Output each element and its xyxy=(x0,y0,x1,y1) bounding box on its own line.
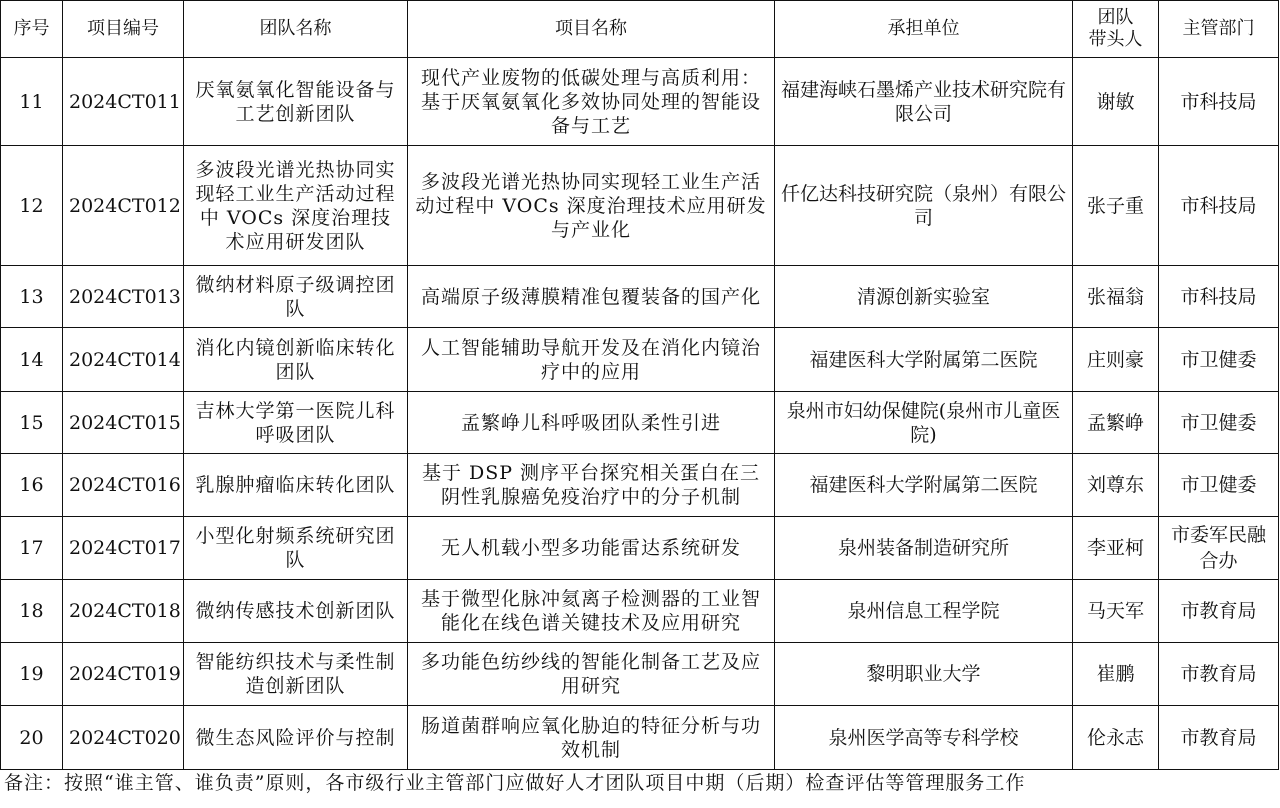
header-dept: 主管部门 xyxy=(1159,1,1279,58)
cell-seq: 18 xyxy=(1,580,63,643)
cell-leader: 张福翁 xyxy=(1073,266,1159,328)
table-row xyxy=(1,706,1279,770)
header-row xyxy=(1,1,1279,58)
table-row xyxy=(1,643,1279,706)
cell-dept: 市卫健委 xyxy=(1159,328,1279,392)
cell-code: 2024CT016 xyxy=(63,454,184,517)
cell-project: 人工智能辅助导航开发及在消化内镜治疗中的应用 xyxy=(408,328,775,392)
header-seq: 序号 xyxy=(1,1,63,58)
cell-team: 厌氧氨氧化智能设备与工艺创新团队 xyxy=(184,58,408,146)
table-row xyxy=(1,454,1279,517)
table-row xyxy=(1,58,1279,146)
cell-leader: 马天军 xyxy=(1073,580,1159,643)
cell-seq: 17 xyxy=(1,517,63,580)
header-unit: 承担单位 xyxy=(775,1,1073,58)
cell-leader: 崔鹏 xyxy=(1073,643,1159,706)
cell-seq: 14 xyxy=(1,328,63,392)
cell-project: 孟繁峥儿科呼吸团队柔性引进 xyxy=(408,392,775,454)
cell-unit: 泉州信息工程学院 xyxy=(775,580,1073,643)
cell-project: 多波段光谱光热协同实现轻工业生产活动过程中 VOCs 深度治理技术应用研发与产业化 xyxy=(408,146,775,266)
cell-dept: 市教育局 xyxy=(1159,580,1279,643)
cell-team: 微生态风险评价与控制 xyxy=(184,706,408,770)
cell-leader: 张子重 xyxy=(1073,146,1159,266)
cell-dept: 市卫健委 xyxy=(1159,392,1279,454)
cell-code: 2024CT013 xyxy=(63,266,184,328)
cell-unit: 清源创新实验室 xyxy=(775,266,1073,328)
cell-leader: 伦永志 xyxy=(1073,706,1159,770)
cell-unit: 福建海峡石墨烯产业技术研究院有限公司 xyxy=(775,58,1073,146)
cell-team: 小型化射频系统研究团队 xyxy=(184,517,408,580)
cell-code: 2024CT014 xyxy=(63,328,184,392)
cell-project: 肠道菌群响应氧化胁迫的特征分析与功效机制 xyxy=(408,706,775,770)
cell-dept: 市委军民融合办 xyxy=(1159,517,1279,580)
cell-leader: 谢敏 xyxy=(1073,58,1159,146)
cell-dept: 市科技局 xyxy=(1159,58,1279,146)
header-team: 团队名称 xyxy=(184,1,408,58)
cell-team: 乳腺肿瘤临床转化团队 xyxy=(184,454,408,517)
cell-code: 2024CT019 xyxy=(63,643,184,706)
cell-code: 2024CT012 xyxy=(63,146,184,266)
cell-team: 消化内镜创新临床转化团队 xyxy=(184,328,408,392)
header-code: 项目编号 xyxy=(63,1,184,58)
cell-leader: 庄则豪 xyxy=(1073,328,1159,392)
cell-team: 吉林大学第一医院儿科呼吸团队 xyxy=(184,392,408,454)
cell-project: 无人机载小型多功能雷达系统研发 xyxy=(408,517,775,580)
header-leader: 团队 带头人 xyxy=(1073,1,1159,58)
cell-unit: 仟亿达科技研究院（泉州）有限公司 xyxy=(775,146,1073,266)
cell-unit: 福建医科大学附属第二医院 xyxy=(775,454,1073,517)
cell-seq: 12 xyxy=(1,146,63,266)
cell-project: 现代产业废物的低碳处理与高质利用：基于厌氧氨氧化多效协同处理的智能设备与工艺 xyxy=(408,58,775,146)
cell-dept: 市科技局 xyxy=(1159,266,1279,328)
table-row xyxy=(1,266,1279,328)
cell-dept: 市教育局 xyxy=(1159,643,1279,706)
cell-dept: 市教育局 xyxy=(1159,706,1279,770)
cell-team: 微纳传感技术创新团队 xyxy=(184,580,408,643)
cell-unit: 泉州装备制造研究所 xyxy=(775,517,1073,580)
cell-project: 基于 DSP 测序平台探究相关蛋白在三阴性乳腺癌免疫治疗中的分子机制 xyxy=(408,454,775,517)
cell-seq: 20 xyxy=(1,706,63,770)
cell-code: 2024CT020 xyxy=(63,706,184,770)
table-row xyxy=(1,580,1279,643)
cell-code: 2024CT011 xyxy=(63,58,184,146)
cell-team: 智能纺织技术与柔性制造创新团队 xyxy=(184,643,408,706)
cell-project: 多功能色纺纱线的智能化制备工艺及应用研究 xyxy=(408,643,775,706)
cell-dept: 市科技局 xyxy=(1159,146,1279,266)
table-row xyxy=(1,392,1279,454)
cell-unit: 泉州医学高等专科学校 xyxy=(775,706,1073,770)
cell-unit: 泉州市妇幼保健院(泉州市儿童医院) xyxy=(775,392,1073,454)
cell-unit: 福建医科大学附属第二医院 xyxy=(775,328,1073,392)
cell-seq: 11 xyxy=(1,58,63,146)
cell-seq: 16 xyxy=(1,454,63,517)
cell-code: 2024CT018 xyxy=(63,580,184,643)
cell-unit: 黎明职业大学 xyxy=(775,643,1073,706)
table-row xyxy=(1,517,1279,580)
table-row xyxy=(1,146,1279,266)
cell-seq: 19 xyxy=(1,643,63,706)
cell-code: 2024CT017 xyxy=(63,517,184,580)
cell-team: 微纳材料原子级调控团队 xyxy=(184,266,408,328)
cell-leader: 李亚柯 xyxy=(1073,517,1159,580)
cell-project: 高端原子级薄膜精准包覆装备的国产化 xyxy=(408,266,775,328)
header-project: 项目名称 xyxy=(408,1,775,58)
cell-dept: 市卫健委 xyxy=(1159,454,1279,517)
cell-seq: 15 xyxy=(1,392,63,454)
table-row xyxy=(1,328,1279,392)
cell-project: 基于微型化脉冲氦离子检测器的工业智能化在线色谱关键技术及应用研究 xyxy=(408,580,775,643)
cell-leader: 孟繁峥 xyxy=(1073,392,1159,454)
cell-code: 2024CT015 xyxy=(63,392,184,454)
footnote: 备注：按照“谁主管、谁负责”原则，各市级行业主管部门应做好人才团队项目中期（后期）检查评估等管理服务工作 xyxy=(4,772,1026,794)
cell-leader: 刘尊东 xyxy=(1073,454,1159,517)
cell-seq: 13 xyxy=(1,266,63,328)
cell-team: 多波段光谱光热协同实现轻工业生产活动过程中 VOCs 深度治理技术应用研发团队 xyxy=(184,146,408,266)
